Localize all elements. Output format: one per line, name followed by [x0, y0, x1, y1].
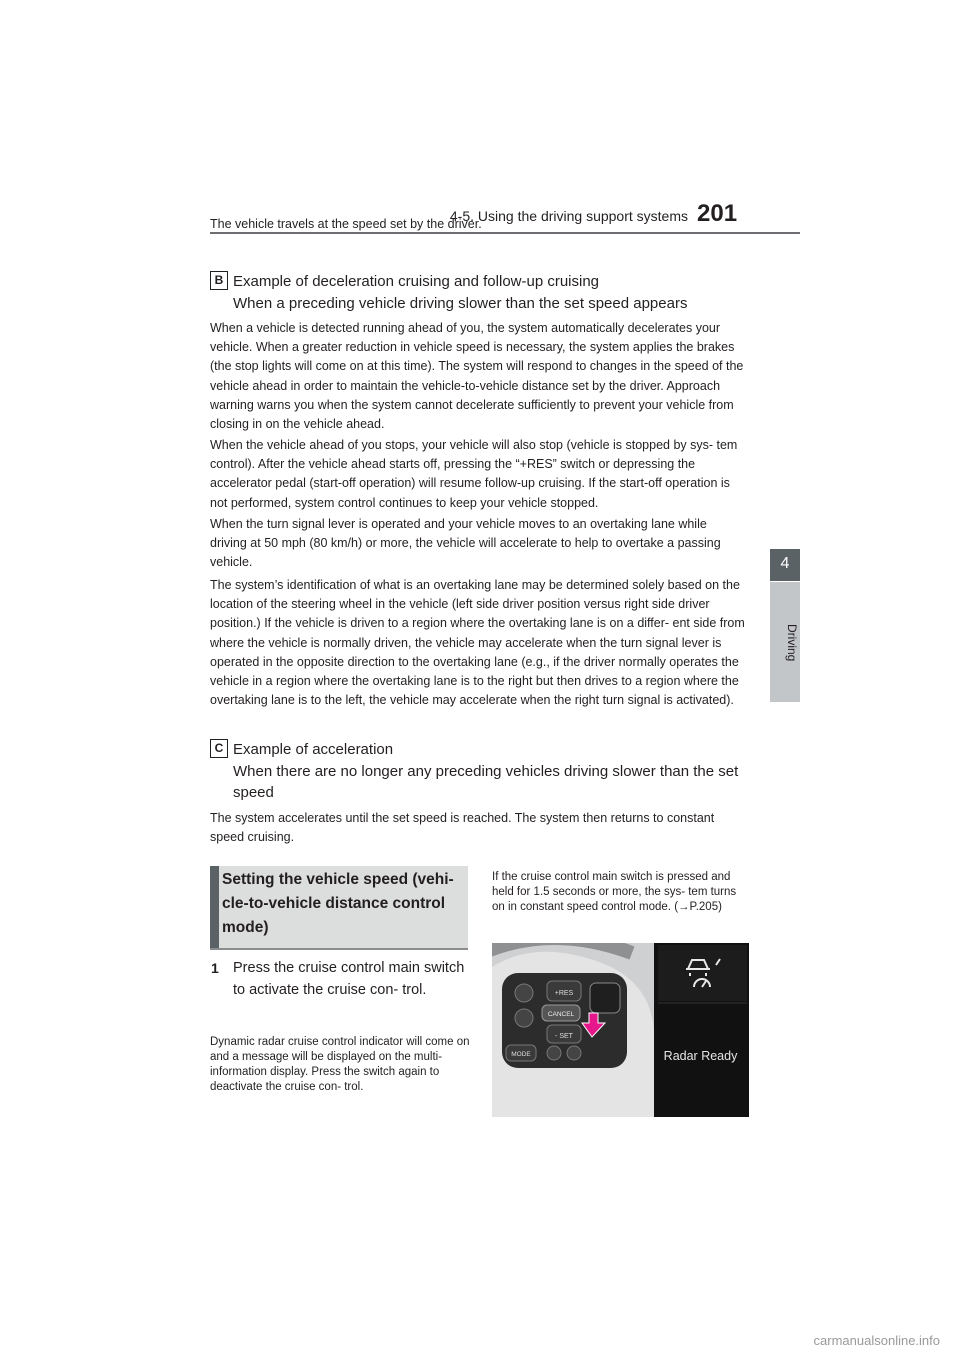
indicator-panel [658, 945, 747, 1001]
watermark: carmanualsonline.info [813, 1333, 940, 1348]
step-text: Press the cruise control main switch to activate the cruise con- trol. [233, 960, 465, 998]
setting-section-accent [210, 866, 219, 948]
intro-text: The vehicle travels at the speed set by the driver. [210, 217, 482, 231]
section-b-heading-line2: When a preceding vehicle driving slower than the set speed appears [233, 294, 688, 312]
set-switch-label: - SET [555, 1033, 573, 1040]
section-c-heading [233, 739, 753, 804]
section-c-paragraph-1: The system accelerates until the set speed is reached. The system then returns to constant speed cruising. [210, 811, 715, 845]
radar-ready-message: Radar Ready [663, 1049, 738, 1063]
cancel-switch-label: CANCEL [547, 1011, 575, 1018]
step-number: 1 [211, 960, 219, 976]
page-number: 201 [697, 200, 738, 227]
chapter-tab-number[interactable]: 4 [770, 549, 800, 581]
section-c-heading-line1: Example of acceleration [233, 741, 394, 758]
section-b-paragraph-2: When the vehicle ahead of you stops, your vehicle will also stop (vehicle is stopped by sys- tem control). After the vehicle ahead starts off, pressing the “+RES” switch or depressing the accelerator pedal (start-off operation) will resume follow-up cruising. If the start-off operation is not performed, system control continues to keep your vehicle stopped. [210, 438, 738, 510]
setting-section-title: Setting the vehicle speed (vehi- cle-to-vehicle distance control mode) [222, 871, 454, 936]
chapter-tab-label: Driving [785, 624, 799, 662]
section-c-badge: C [210, 739, 228, 758]
step-note: Dynamic radar cruise control indicator will come on and a message will be displayed on the multi-information display. Press the switch again to deactivate the cruise con- trol. [210, 1036, 470, 1093]
section-b-paragraph-3: When the turn signal lever is operated and your vehicle moves to an overtaking lane while driving at 50 mph (80 km/h) or more, the vehicle will accelerate to help to overtake a passing vehicle. [210, 517, 721, 570]
steering-switch-illustration [492, 943, 749, 1117]
left-arrow-button[interactable] [547, 1046, 561, 1060]
section-b-heading [233, 271, 753, 314]
section-c-heading-line2: When there are no longer any preceding vehicles driving slower than the set speed [233, 762, 739, 801]
mode-button-label: MODE [511, 1051, 531, 1058]
steering-switch-figure [492, 943, 749, 1117]
section-b-heading-line1: Example of deceleration cruising and follow-up cruising [233, 273, 600, 290]
right-note: If the cruise control main switch is pressed and held for 1.5 seconds or more, the sys- tem turns on in constant speed control mode. (→P.205) [492, 871, 737, 913]
cruise-main-switch[interactable] [590, 983, 620, 1013]
section-b-badge: B [210, 271, 228, 290]
section-b-paragraph-4: The system’s identification of what is an overtaking lane may be determined solely based on the location of the steering wheel in the vehicle (left side driver position versus right side driver position.) If the vehicle is driven to a region where the overtaking lane is on a differ- ent side from where the vehicle is normally driven, the vehicle may accelerate when the turn signal lever is operated in the opposite direction to the overtaking lane (e.g., if the driver normally operates the vehicle in a region where the overtaking lane is to the right but then drives to a region where the overtaking lane is to the left, the vehicle may accelerate when the right turn signal is activated). [210, 578, 745, 708]
lane-assist-button[interactable] [515, 984, 533, 1002]
distance-button[interactable] [515, 1009, 533, 1027]
res-switch-label: +RES [554, 990, 574, 997]
section-b-paragraph-1: When a vehicle is detected running ahead of you, the system automatically decelerates your vehicle. When a greater reduction in vehicle speed is necessary, the system applies the brakes (the stop lights will come on at this time). The system will respond to changes in the speed of the vehicle ahead in order to maintain the vehicle-to-vehicle distance set by the driver. Approach warning warns you when the system cannot decelerate sufficiently to prevent your vehicle from closing in on the vehicle ahead. [210, 321, 744, 432]
section-header-title: 4-5. Using the driving support systems [449, 208, 688, 224]
right-arrow-button[interactable] [567, 1046, 581, 1060]
